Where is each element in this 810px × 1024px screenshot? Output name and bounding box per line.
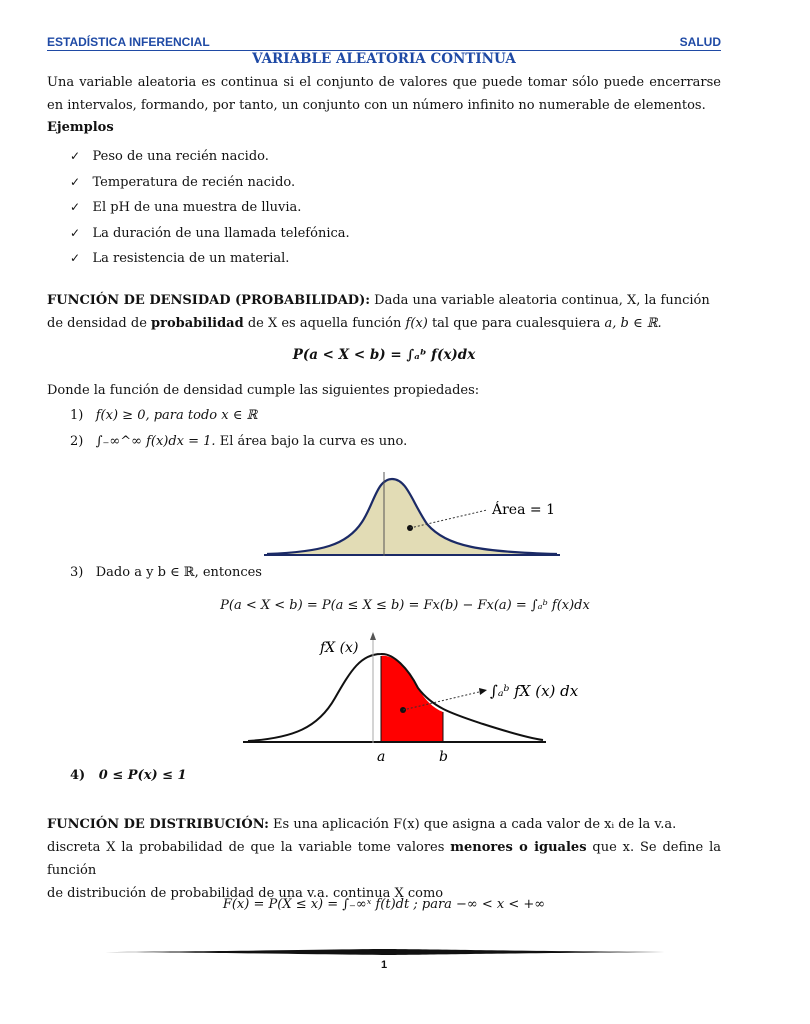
page-number: 1 [380, 959, 388, 971]
examples-list [70, 144, 350, 272]
a-label: a [377, 749, 386, 765]
check-icon: ✓ [70, 149, 81, 163]
properties-intro: Donde la función de densidad cumple las siguientes propiedades: [47, 383, 480, 398]
distribution-heading: FUNCIÓN DE DISTRIBUCIÓN: [47, 817, 269, 832]
normal-curve-figure [262, 462, 562, 560]
property-1: 1) f(x) ≥ 0, para todo x ∈ ℝ [70, 408, 258, 423]
footer-rule [105, 947, 665, 957]
list-item: ✓ Peso de una recién nacido. [70, 149, 269, 164]
distribution-formula: F(x) = P(X ≤ x) = ∫₋∞ˣ f(t)dt ; para −∞ < x < +∞ [222, 897, 546, 912]
density-formula: P(a < X < b) = ∫ₐᵇ f(x)dx [292, 347, 476, 363]
check-icon: ✓ [70, 225, 81, 240]
check-icon: ✓ [70, 174, 81, 189]
header-right: SALUD [679, 35, 721, 49]
page-title: VARIABLE ALEATORIA CONTINUA [252, 51, 516, 67]
list-item: ✓ La duración de una llamada telefónica. [70, 225, 350, 241]
density-heading: FUNCIÓN DE DENSIDAD (PROBABILIDAD): [47, 293, 371, 308]
b-label: b [439, 749, 448, 765]
check-icon: ✓ [70, 251, 81, 265]
list-item: ✓ Temperatura de recién nacido. [70, 174, 296, 190]
fx-label: fX (x) [320, 640, 359, 656]
list-item: ✓ La resistencia de un material. [70, 251, 290, 266]
area-label: Área = 1 [492, 502, 555, 518]
property-2: 2) ∫₋∞^∞ f(x)dx = 1. El área bajo la curva es uno. [70, 434, 408, 449]
integral-label: ∫ₐᵇ fX (x) dx [490, 682, 579, 700]
property-4: 4) 0 ≤ P(x) ≤ 1 [70, 768, 187, 783]
list-item: ✓ El pH de una muestra de lluvia. [70, 200, 302, 215]
property-3: 3) Dado a y b ∈ ℝ, entonces [70, 565, 262, 580]
header-left: ESTADÍSTICA INFERENCIAL [47, 35, 210, 49]
probability-area-figure [243, 628, 579, 768]
intro-paragraph: Una variable aleatoria es continua si el conjunto de valores que puede tomar sólo puede encerrarse en intervalos, formando, por tanto, un conjunto con un número infinito no numerable de elementos. [47, 75, 721, 113]
examples-heading: Ejemplos [47, 120, 114, 135]
check-icon: ✓ [70, 200, 81, 214]
distribution-paragraph: FUNCIÓN DE DISTRIBUCIÓN: Es una aplicación F(x) que asigna a cada valor de xᵢ de la v.a. discreta X la probabilidad de que la variable tome valores menores o iguales que x. Se define la función de distribución de probabilidad de una v.a. continua X como [47, 817, 721, 901]
property-3-formula: P(a < X < b) = P(a ≤ X ≤ b) = Fx(b) − Fx(a) = ∫ₐᵇ f(x)dx [220, 598, 590, 613]
density-paragraph: FUNCIÓN DE DENSIDAD (PROBABILIDAD): Dada una variable aleatoria continua, X, la función de densidad de probabilidad de X es aquella función f(x) tal que para cualesquiera a, b ∈ ℝ. [47, 293, 710, 331]
shaded-probability-region [381, 656, 443, 742]
